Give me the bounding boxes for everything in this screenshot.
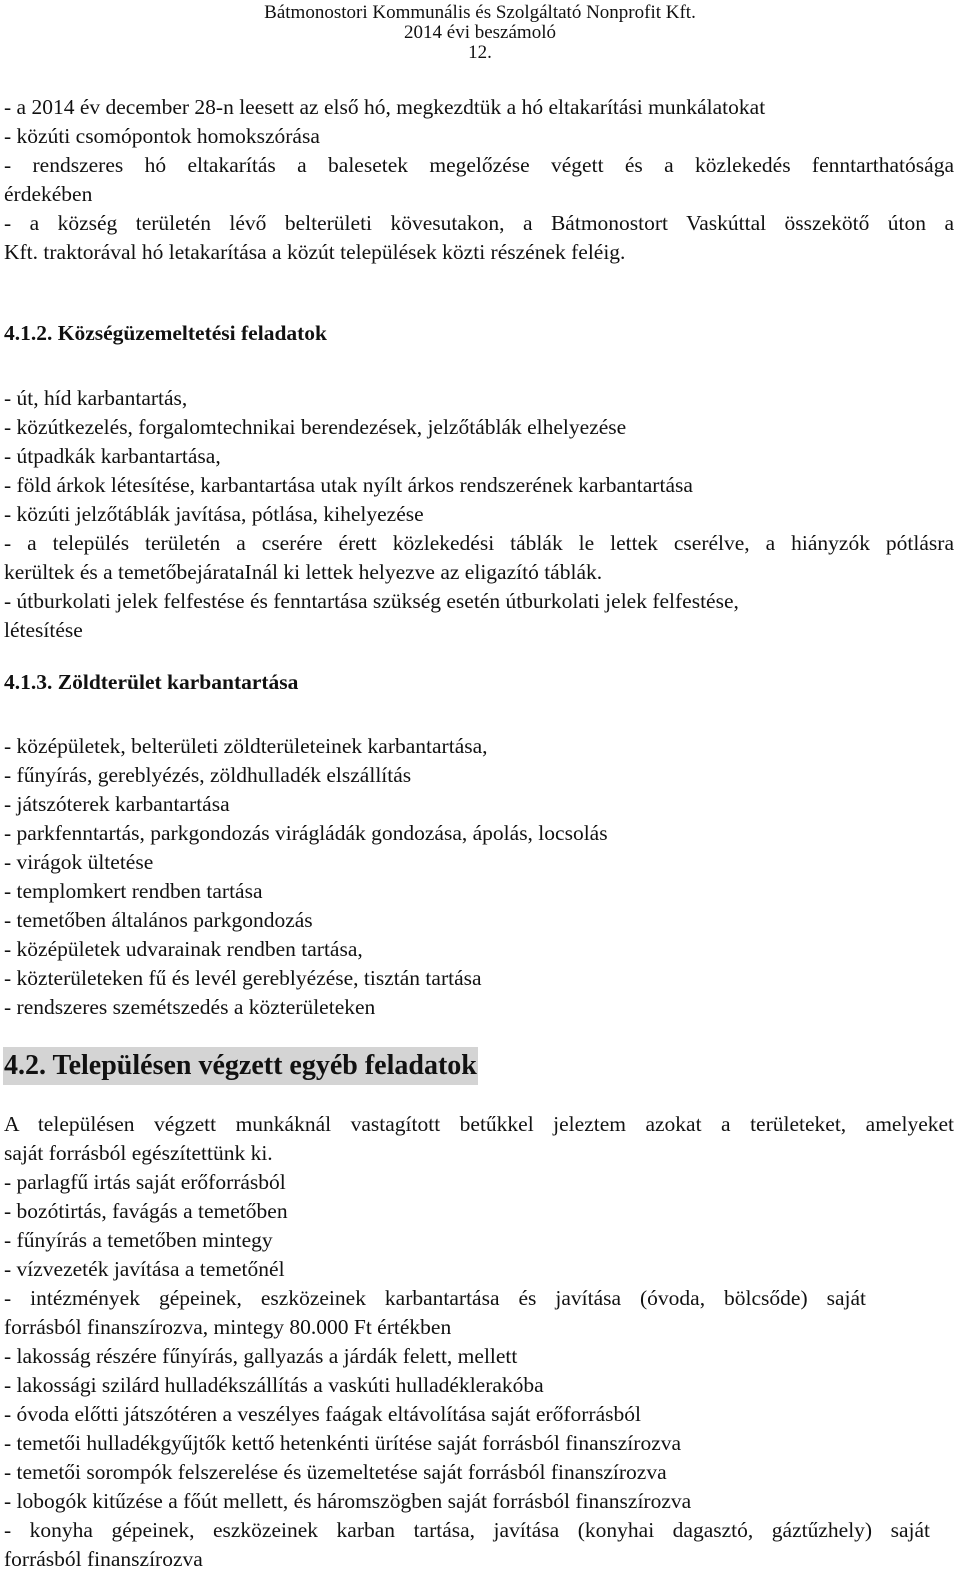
section-4-2-list <box>4 1110 954 1574</box>
list-item: érdekében <box>4 182 93 206</box>
list-item: - közúti csomópontok homokszórása <box>4 124 320 148</box>
section-heading-4-2: 4.2. Településen végzett egyéb feladatok <box>3 1047 478 1085</box>
list-item: - temetői hulladékgyűjtők kettő hetenkénti ürítése saját forrásból finanszírozva <box>4 1431 682 1455</box>
list-item: - a község területén lévő belterületi kövesutakon, a Bátmonostort Vaskúttal összekötő úton a <box>4 211 954 235</box>
list-item: - játszóterek karbantartása <box>4 792 230 816</box>
section-4-1-3-list <box>4 732 954 1022</box>
list-item: forrásból finanszírozva <box>4 1547 203 1571</box>
paragraph-line: A településen végzett munkáknál vastagított betűkkel jeleztem azokat a területeket, amelyeket <box>4 1112 954 1136</box>
list-item: forrásból finanszírozva, mintegy 80.000 Ft értékben <box>4 1315 452 1339</box>
list-item: - a település területén a cserére érett közlekedési táblák le lettek cserélve, a hiányzók pótlásra <box>4 531 954 555</box>
section-heading-4-1-3: 4.1.3. Zöldterület karbantartása <box>4 670 299 694</box>
list-item: - lakossági szilárd hulladékszállítás a vaskúti hulladéklerakóba <box>4 1373 544 1397</box>
section-heading-4-1-2: 4.1.2. Községüzemeltetési feladatok <box>4 321 328 345</box>
list-item: - út, híd karbantartás, <box>4 386 188 410</box>
list-item: - a 2014 év december 28-n leesett az első hó, megkezdtük a hó eltakarítási munkálatokat <box>4 95 766 119</box>
list-item: - parkfenntartás, parkgondozás virágládák gondozása, ápolás, locsolás <box>4 821 608 845</box>
list-item: - rendszeres hó eltakarítás a balesetek megelőzése végett és a közlekedés fenntarthatósága <box>4 153 954 177</box>
list-item: - útpadkák karbantartása, <box>4 444 221 468</box>
intro-list <box>4 93 954 267</box>
list-item: létesítése <box>4 618 83 642</box>
list-item: - parlagfű irtás saját erőforrásból <box>4 1170 286 1194</box>
list-item: - közterületeken fű és levél gereblyézése, tisztán tartása <box>4 966 482 990</box>
list-item: - fűnyírás a temetőben mintegy <box>4 1228 273 1252</box>
page-number: 12. <box>468 42 492 63</box>
list-item: - virágok ültetése <box>4 850 154 874</box>
list-item: - föld árkok létesítése, karbantartása utak nyílt árkos rendszerének karbantartása <box>4 473 693 497</box>
list-item: - közúti jelzőtáblák javítása, pótlása, kihelyezése <box>4 502 424 526</box>
list-item: - temetői sorompók felszerelése és üzemeltetése saját forrásból finanszírozva <box>4 1460 667 1484</box>
list-item: - lobogók kitűzése a főút mellett, és háromszögben saját forrásból finanszírozva <box>4 1489 692 1513</box>
list-item: - óvoda előtti játszótéren a veszélyes faágak eltávolítása saját erőforrásból <box>4 1402 641 1426</box>
list-item: Kft. traktorával hó letakarítása a közút települések közti részének feléig. <box>4 240 626 264</box>
list-item: - templomkert rendben tartása <box>4 879 263 903</box>
list-item: - útburkolati jelek felfestése és fenntartása szükség esetén útburkolati jelek felfestése, <box>4 589 739 613</box>
list-item: - fűnyírás, gereblyézés, zöldhulladék elszállítás <box>4 763 412 787</box>
list-item: - rendszeres szemétszedés a közterületeken <box>4 995 376 1019</box>
header-report-title: 2014 évi beszámoló <box>404 22 556 43</box>
list-item: - középületek, belterületi zöldterületeinek karbantartása, <box>4 734 488 758</box>
section-4-1-2-list <box>4 384 954 645</box>
page-header <box>0 0 960 63</box>
list-item: - bozótirtás, favágás a temetőben <box>4 1199 288 1223</box>
list-item: - konyha gépeinek, eszközeinek karban tartása, javítása (konyhai dagasztó, gáztűzhely) saját <box>4 1518 930 1542</box>
list-item: - temetőben általános parkgondozás <box>4 908 313 932</box>
list-item: - vízvezeték javítása a temetőnél <box>4 1257 285 1281</box>
list-item: - lakosság részére fűnyírás, gallyazás a járdák felett, mellett <box>4 1344 518 1368</box>
list-item: - középületek udvarainak rendben tartása, <box>4 937 363 961</box>
header-company: Bátmonostori Kommunális és Szolgáltató Nonprofit Kft. <box>264 2 696 23</box>
list-item: - intézmények gépeinek, eszközeinek karbantartása és javítása (óvoda, bölcsőde) saját <box>4 1286 866 1310</box>
list-item: kerültek és a temetőbejárataInál ki lettek helyezve az eligazító táblák. <box>4 560 603 584</box>
list-item: - közútkezelés, forgalomtechnikai berendezések, jelzőtáblák elhelyezése <box>4 415 627 439</box>
paragraph-line: saját forrásból egészítettünk ki. <box>4 1141 273 1165</box>
